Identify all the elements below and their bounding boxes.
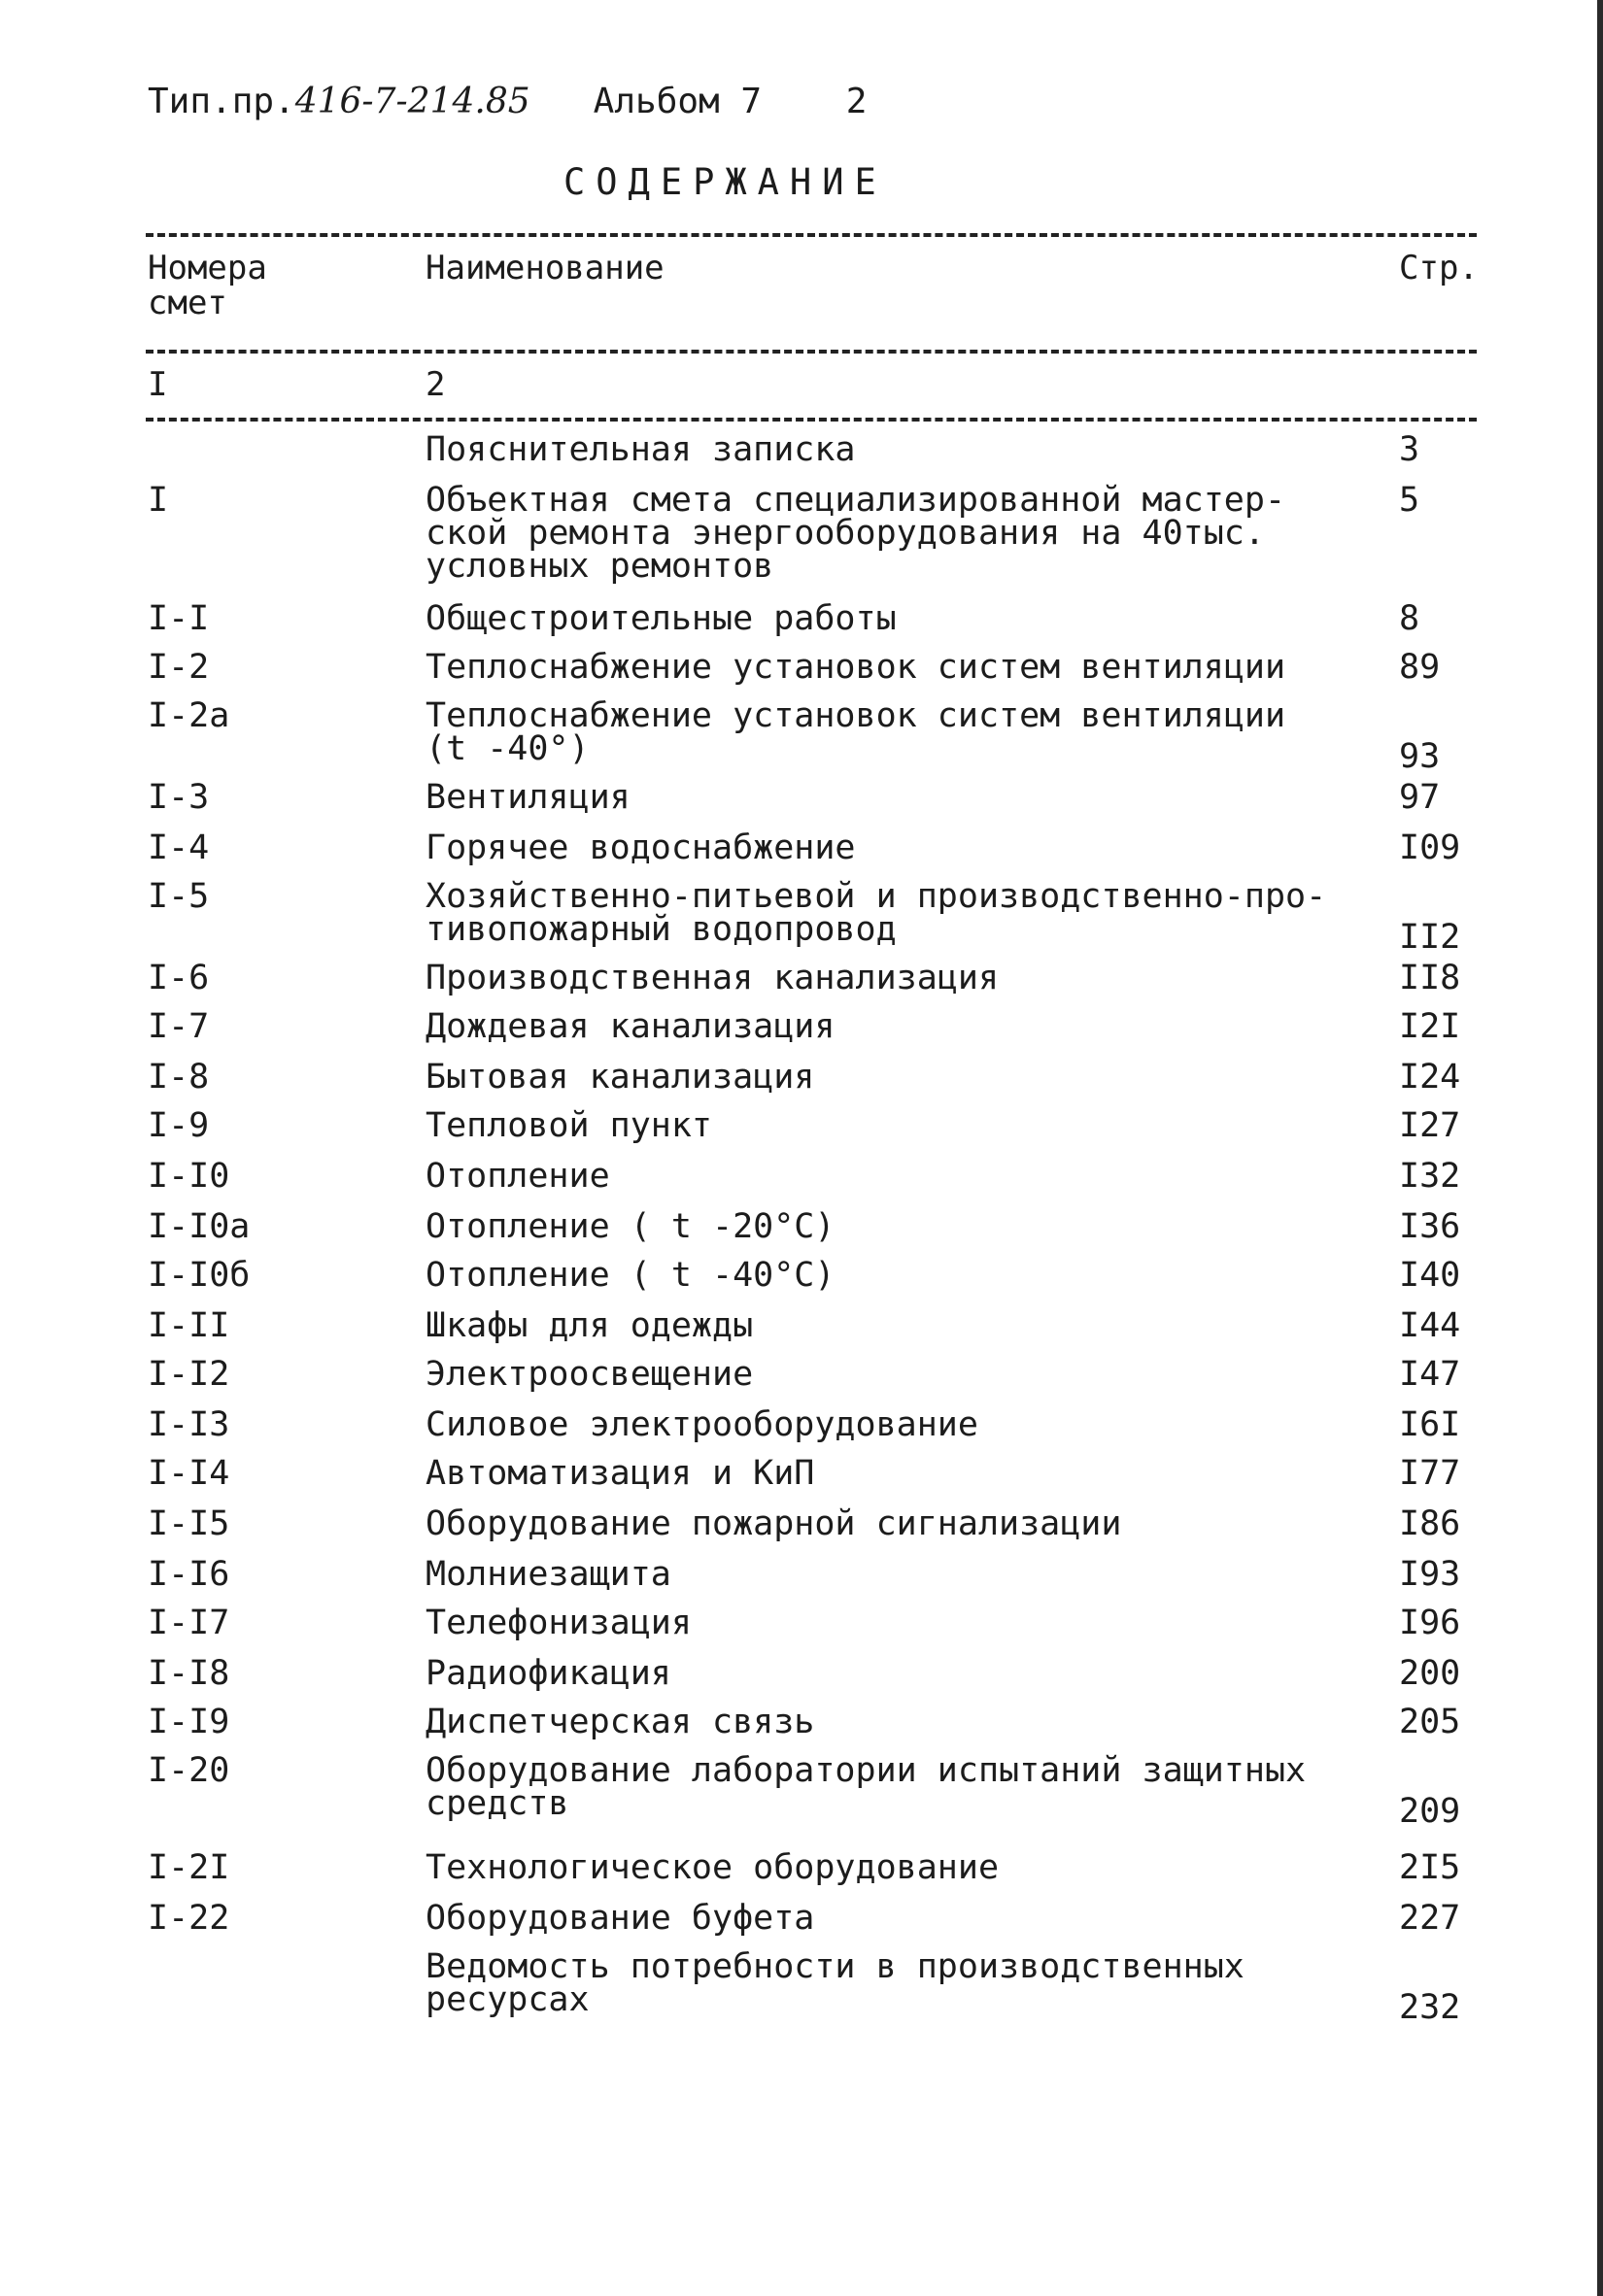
section-title: [426, 1705, 1300, 1739]
estimate-number: I-I: [148, 599, 210, 638]
section-title-line: Общестроительные работы: [426, 599, 897, 638]
estimate-number: I-5: [148, 877, 210, 916]
estimate-number: I-I7: [148, 1604, 230, 1642]
section-title-line: Теплоснабжение установок систем вентиляции: [426, 648, 1286, 687]
section-title-line: средств: [426, 1784, 569, 1823]
page-number: 227: [1399, 1899, 1461, 1938]
section-title: [426, 959, 1300, 997]
section-title-line: Теплоснабжение установок систем вентиляции: [426, 696, 1286, 735]
divider-numbers: [146, 418, 1477, 422]
section-title: [426, 1504, 1300, 1543]
page-number: I96: [1399, 1604, 1461, 1642]
estimate-number: I-I9: [148, 1703, 230, 1741]
project-number: 416-7-214.85: [294, 82, 530, 121]
estimate-number: I-4: [148, 828, 210, 867]
section-title-line: Тепловой пункт: [426, 1106, 713, 1145]
page-number: I2I: [1399, 1007, 1461, 1046]
section-title: [426, 1157, 1300, 1196]
page-number: II8: [1399, 959, 1461, 997]
section-title: [426, 828, 1300, 867]
section-title-line: тивопожарный водопровод: [426, 910, 897, 949]
section-title: [426, 1454, 1300, 1493]
section-title: [426, 1355, 1300, 1394]
page-number: 209: [1399, 1792, 1461, 1831]
album-label: Альбом 7: [593, 82, 763, 121]
section-title: [426, 1899, 1300, 1938]
section-title: [426, 1751, 1307, 1823]
section-title: [426, 1058, 1300, 1097]
column-number-name: 2: [426, 365, 446, 404]
section-title-line: Отопление ( t -40°С): [426, 1256, 836, 1295]
estimate-number: I-I0а: [148, 1207, 251, 1246]
column-header-name: Наименование: [426, 249, 665, 287]
section-title: [426, 1405, 1300, 1444]
section-title-line: Оборудование буфета: [426, 1899, 815, 1938]
document-header: [148, 82, 867, 121]
section-title: [426, 599, 1300, 638]
page-number: 8: [1399, 599, 1420, 638]
estimate-number: I-20: [148, 1751, 230, 1790]
section-title-line: Бытовая канализация: [426, 1058, 815, 1097]
section-title: [426, 1848, 1300, 1887]
section-title: [426, 696, 1300, 768]
estimate-number: I-7: [148, 1007, 210, 1046]
page-number: I6I: [1399, 1405, 1461, 1444]
page-number: I24: [1399, 1058, 1461, 1097]
page-number: 89: [1399, 648, 1441, 687]
estimate-number: I-I3: [148, 1405, 230, 1444]
page-number: 93: [1399, 737, 1441, 776]
section-title-line: условных ремонтов: [426, 547, 774, 586]
section-title: [426, 1947, 1300, 2019]
section-title-line: ресурсах: [426, 1980, 590, 2019]
section-title: [426, 1555, 1300, 1594]
section-title: [426, 648, 1300, 687]
section-title-line: Шкафы для одежды: [426, 1306, 754, 1345]
section-title-line: Дождевая канализация: [426, 1007, 836, 1046]
page-number: I32: [1399, 1157, 1461, 1196]
section-title-line: Ведомость потребности в производственных: [426, 1947, 1245, 1986]
scan-edge: [1597, 0, 1603, 2296]
section-title-line: Отопление: [426, 1157, 610, 1196]
estimate-number: I-2: [148, 648, 210, 687]
page-number: 200: [1399, 1654, 1461, 1693]
section-title: [426, 430, 1300, 469]
page-number: 5: [1399, 481, 1420, 520]
page-number: I40: [1399, 1256, 1461, 1295]
section-title-line: Оборудование пожарной сигнализации: [426, 1504, 1122, 1543]
section-title-line: Автоматизация и КиП: [426, 1454, 815, 1493]
divider-top: [146, 233, 1477, 237]
page-number: 2I5: [1399, 1848, 1461, 1887]
section-title: [426, 877, 1327, 949]
section-title-line: Силовое электрооборудование: [426, 1405, 978, 1444]
section-title-line: Пояснительная записка: [426, 430, 856, 469]
estimate-number: I-I8: [148, 1654, 230, 1693]
page-number: I93: [1399, 1555, 1461, 1594]
page-number: I86: [1399, 1504, 1461, 1543]
estimate-number: I-II: [148, 1306, 230, 1345]
estimate-number: I-I2: [148, 1355, 230, 1394]
estimate-number: I-6: [148, 959, 210, 997]
column-header-page: Стр.: [1399, 249, 1479, 287]
section-title-line: Оборудование лаборатории испытаний защитных: [426, 1751, 1307, 1790]
section-title: [426, 778, 1300, 817]
page-number: I27: [1399, 1106, 1461, 1145]
column-header-code-line2: смет: [148, 284, 227, 322]
page-title: СОДЕРЖАНИЕ: [563, 161, 887, 203]
section-title-line: Радиофикация: [426, 1654, 671, 1693]
section-title-line: Диспетчерская связь: [426, 1703, 815, 1741]
section-title-line: Горячее водоснабжение: [426, 828, 856, 867]
page-number: 97: [1399, 778, 1441, 817]
section-title-line: Технологическое оборудование: [426, 1848, 1000, 1887]
estimate-number: I-2I: [148, 1848, 230, 1887]
column-number-code: I: [148, 365, 168, 404]
section-title: [426, 1256, 1300, 1295]
estimate-number: I-I0: [148, 1157, 230, 1196]
page-number: 232: [1399, 1988, 1461, 2027]
estimate-number: I-9: [148, 1106, 210, 1145]
estimate-number: I: [148, 481, 169, 520]
page-number: I09: [1399, 828, 1461, 867]
page-number: I77: [1399, 1454, 1461, 1493]
estimate-number: I-3: [148, 778, 210, 817]
estimate-number: I-I6: [148, 1555, 230, 1594]
section-title-line: (t -40°): [426, 729, 590, 768]
section-title-line: Отопление ( t -20°С): [426, 1207, 836, 1246]
section-title: [426, 1306, 1300, 1345]
page-number: II2: [1399, 918, 1461, 957]
section-title-line: Электроосвещение: [426, 1355, 754, 1394]
header-prefix: Тип.пр.: [148, 82, 295, 121]
page-number: I44: [1399, 1306, 1461, 1345]
estimate-number: I-I5: [148, 1504, 230, 1543]
section-title: [426, 1604, 1300, 1642]
section-title-line: Вентиляция: [426, 778, 631, 817]
estimate-number: I-I0б: [148, 1256, 251, 1295]
estimate-number: I-22: [148, 1899, 230, 1938]
section-title-line: Телефонизация: [426, 1604, 692, 1642]
section-title-line: Хозяйственно-питьевой и производственно-про-: [426, 877, 1327, 916]
section-title: [426, 1207, 1300, 1246]
section-title-line: Объектная смета специализированной мастер-: [426, 481, 1286, 520]
section-title: [426, 481, 1300, 586]
divider-header: [146, 350, 1477, 354]
section-title-line: Производственная канализация: [426, 959, 1000, 997]
estimate-number: I-2а: [148, 696, 230, 735]
sheet-number: 2: [845, 82, 868, 121]
estimate-number: I-8: [148, 1058, 210, 1097]
column-header-code: [148, 251, 267, 321]
section-title: [426, 1106, 1300, 1145]
page-number: I36: [1399, 1207, 1461, 1246]
page-number: 3: [1399, 430, 1420, 469]
section-title: [426, 1654, 1300, 1693]
page-number: I47: [1399, 1355, 1461, 1394]
section-title: [426, 1007, 1300, 1046]
section-title-line: ской ремонта энергооборудования на 40тыс.: [426, 514, 1265, 553]
section-title-line: Молниезащита: [426, 1555, 671, 1594]
estimate-number: I-I4: [148, 1454, 230, 1493]
column-header-code-line1: Номера: [148, 249, 267, 287]
page-number: 205: [1399, 1703, 1461, 1741]
